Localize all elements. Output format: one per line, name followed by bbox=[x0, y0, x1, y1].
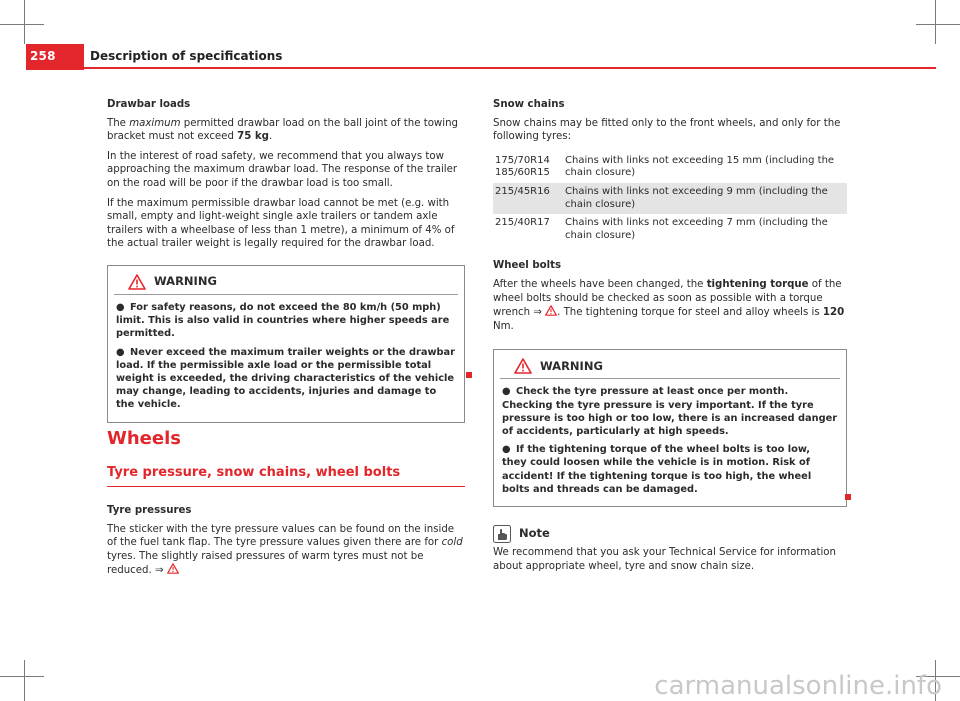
snow-chains-intro: Snow chains may be fitted only to the front wheels, and only for the following tyres: bbox=[493, 117, 841, 143]
warning-header bbox=[500, 350, 840, 379]
snow-chains-heading: Snow chains bbox=[493, 99, 565, 110]
crop-mark bbox=[0, 24, 44, 25]
crop-mark bbox=[24, 660, 25, 701]
chain-spec-cell: Chains with links not exceeding 7 mm (including the chain closure) bbox=[565, 217, 828, 241]
wheel-bolts-paragraph: After the wheels have been changed, the tightening torque of the wheel bolts should be checked as soon as possible with a torque wrench ⇒ . The tightening torque for steel and alloy wheels is 120 Nm. bbox=[493, 278, 845, 332]
drawbar-paragraph-1: The maximum permitted drawbar load on the ball joint of the towing bracket must not exceed 75 kg. bbox=[107, 117, 459, 143]
drawbar-paragraph-2: In the interest of road safety, we recommend that you always tow approaching the maximum drawbar load. The response of the trailer on the road will be poor if the drawbar load is too small. bbox=[107, 150, 458, 189]
chain-spec-cell: Chains with links not exceeding 9 mm (including the chain closure) bbox=[563, 183, 847, 214]
note-header bbox=[493, 525, 847, 543]
table-row bbox=[493, 183, 847, 214]
subsection-title: Tyre pressure, snow chains, wheel bolts bbox=[107, 465, 401, 480]
right-column bbox=[493, 98, 847, 579]
section-title: Wheels bbox=[107, 428, 181, 449]
watermark: carmanualsonline.info bbox=[654, 671, 942, 701]
warning-triangle-icon bbox=[514, 358, 532, 374]
left-column bbox=[107, 98, 465, 423]
warning-item: ● Never exceed the maximum trailer weights or the drawbar load. If the permissible axle load or the permissible total weight is exceeded, the driving characteristics of the vehicle may change, leading to accidents, injuries and damage to the vehicle. bbox=[116, 346, 455, 411]
warning-header bbox=[114, 266, 458, 295]
warning-triangle-icon[interactable] bbox=[167, 563, 179, 574]
note-hand-icon bbox=[493, 525, 511, 543]
table-row bbox=[493, 214, 847, 245]
tyre-pressure-heading: Tyre pressures bbox=[107, 505, 192, 516]
warning-triangle-icon[interactable] bbox=[545, 305, 557, 316]
warning-body bbox=[108, 295, 464, 422]
wheel-bolts-heading: Wheel bolts bbox=[493, 260, 562, 272]
note-text: We recommend that you ask your Technical Service for information about appropriate wheel, tyre and snow chain size. bbox=[493, 546, 836, 572]
tyre-size-cell: 215/45R16 bbox=[493, 183, 563, 214]
snow-chains-table bbox=[493, 152, 847, 246]
warning-box-drawbar bbox=[107, 265, 465, 423]
warning-body bbox=[494, 379, 846, 506]
drawbar-paragraph-3: If the maximum permissible drawbar load cannot be met (e.g. with small, empty and light-weight single axle trailers or tandem axle trailers with a wheelbase of less than 1 metre), a minimum of 4% of the actual trailer weight is legally required for the drawbar load. bbox=[107, 197, 455, 250]
crop-mark bbox=[24, 0, 25, 44]
page-title: Description of specifications bbox=[90, 49, 283, 63]
drawbar-heading: Drawbar loads bbox=[107, 99, 191, 110]
tyre-size-cell: 175/70R14 185/60R15 bbox=[495, 154, 550, 179]
warning-box-wheels bbox=[493, 349, 847, 507]
tyre-size-cell: 215/40R17 bbox=[495, 217, 550, 229]
crop-mark bbox=[916, 24, 960, 25]
crop-mark bbox=[935, 0, 936, 44]
warning-triangle-icon bbox=[128, 274, 146, 290]
chain-spec-cell: Chains with links not exceeding 15 mm (including the chain closure) bbox=[565, 154, 835, 179]
warning-item: ● If the tightening torque of the wheel bolts is too low, they could loosen while the vehicle is in motion. Risk of accident! If the tightening torque is too high, the wheel bolts and threads can be damaged. bbox=[502, 444, 812, 495]
page-number: 258 bbox=[30, 49, 56, 63]
crop-mark bbox=[0, 676, 44, 677]
warning-title: WARNING bbox=[540, 358, 603, 373]
section-end-icon bbox=[466, 372, 472, 378]
wheels-section bbox=[107, 428, 465, 584]
section-end-icon bbox=[845, 494, 851, 500]
header-rule bbox=[26, 67, 936, 69]
subsection-rule bbox=[107, 486, 465, 487]
tyre-pressure-paragraph: The sticker with the tyre pressure values can be found on the inside of the fuel tank flap. The tyre pressure values given there are for cold tyres. The slightly raised pressures of warm tyres must not be reduced. ⇒ bbox=[107, 523, 463, 577]
table-row bbox=[493, 152, 847, 183]
note-title: Note bbox=[519, 526, 550, 541]
warning-item: ● For safety reasons, do not exceed the 80 km/h (50 mph) limit. This is also valid in countries where higher speeds are permitted. bbox=[116, 301, 450, 340]
warning-item: ● Check the tyre pressure at least once per month. Checking the tyre pressure is very important. If the tyre pressure is too high or too low, there is an increased danger of accidents, particularly at high speeds. bbox=[502, 386, 838, 437]
warning-title: WARNING bbox=[154, 274, 217, 289]
